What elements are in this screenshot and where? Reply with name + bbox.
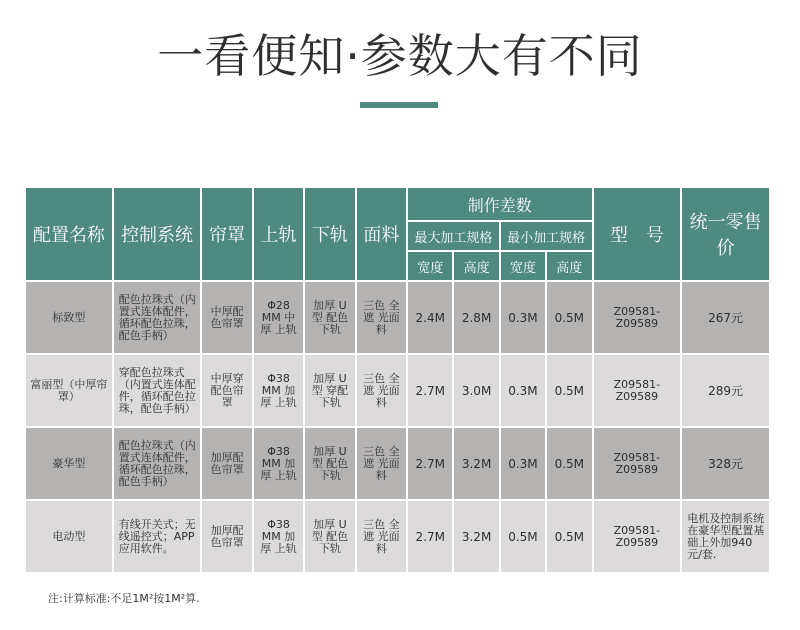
cell-name: 电动型 xyxy=(26,501,112,572)
cell-curtain: 中厚配色帘罩 xyxy=(202,282,251,353)
cell-upper-rail: Φ28 MM 中厚 上轨 xyxy=(254,282,303,353)
header-min-width: 宽度 xyxy=(501,252,545,280)
header-max-height: 高度 xyxy=(454,252,498,280)
header-name: 配置名称 xyxy=(26,188,112,280)
cell-max-width: 2.7M xyxy=(408,428,452,499)
cell-price: 267元 xyxy=(682,282,769,353)
cell-price: 电机及控制系统在豪华型配置基础上外加940元/套. xyxy=(682,501,769,572)
header-price: 统一零售价 xyxy=(682,188,769,280)
cell-lower-rail: 加厚 U型 配色 下轨 xyxy=(305,428,354,499)
cell-name: 豪华型 xyxy=(26,428,112,499)
cell-min-width: 0.3M xyxy=(501,355,545,426)
cell-upper-rail: Φ38 MM 加厚 上轨 xyxy=(254,501,303,572)
cell-max-height: 2.8M xyxy=(454,282,498,353)
cell-max-height: 3.0M xyxy=(454,355,498,426)
cell-upper-rail: Φ38 MM 加厚 上轨 xyxy=(254,428,303,499)
cell-lower-rail: 加厚 U型 配色 下轨 xyxy=(305,501,354,572)
cell-min-height: 0.5M xyxy=(547,428,591,499)
table-row xyxy=(26,428,769,499)
header-fabric: 面料 xyxy=(357,188,406,280)
table-row xyxy=(26,501,769,572)
cell-fabric: 三色 全遮 光面 料 xyxy=(357,355,406,426)
table-row xyxy=(26,355,769,426)
header-max-spec: 最大加工规格 xyxy=(408,222,499,250)
cell-fabric: 三色 全遮 光面 料 xyxy=(357,501,406,572)
cell-curtain: 加厚配色帘罩 xyxy=(202,501,251,572)
cell-control: 有线开关式；无线遥控式；APP应用软件。 xyxy=(114,501,201,572)
cell-fabric: 三色 全遮 光面 料 xyxy=(357,428,406,499)
cell-lower-rail: 加厚 U型 配色 下轨 xyxy=(305,282,354,353)
title-underline xyxy=(360,102,438,108)
header-model: 型 号 xyxy=(594,188,681,280)
cell-control: 配色拉珠式（内置式连体配件，循环配色拉珠，配色手柄） xyxy=(114,282,201,353)
table-row xyxy=(26,282,769,353)
header-curtain: 帘罩 xyxy=(202,188,251,280)
cell-control: 配色拉珠式（内置式连体配件，循环配色拉珠，配色手柄） xyxy=(114,428,201,499)
cell-price: 289元 xyxy=(682,355,769,426)
cell-price: 328元 xyxy=(682,428,769,499)
cell-curtain: 加厚配色帘罩 xyxy=(202,428,251,499)
parameter-table xyxy=(24,186,771,574)
cell-max-height: 3.2M xyxy=(454,428,498,499)
cell-min-height: 0.5M xyxy=(547,355,591,426)
header-control: 控制系统 xyxy=(114,188,201,280)
cell-model: Z09581-Z09589 xyxy=(594,428,681,499)
cell-max-height: 3.2M xyxy=(454,501,498,572)
header-tolerance: 制作差数 xyxy=(408,188,591,220)
cell-name: 标致型 xyxy=(26,282,112,353)
footnote: 注:计算标准:不足1M²按1M²算. xyxy=(48,592,200,605)
cell-lower-rail: 加厚 U型 穿配 下轨 xyxy=(305,355,354,426)
cell-fabric: 三色 全遮 光面 料 xyxy=(357,282,406,353)
cell-min-height: 0.5M xyxy=(547,282,591,353)
cell-max-width: 2.7M xyxy=(408,501,452,572)
header-min-spec: 最小加工规格 xyxy=(501,222,592,250)
cell-min-width: 0.5M xyxy=(501,501,545,572)
cell-curtain: 中厚穿配色帘罩 xyxy=(202,355,251,426)
cell-model: Z09581-Z09589 xyxy=(594,282,681,353)
header-upper-rail: 上轨 xyxy=(254,188,303,280)
cell-model: Z09581-Z09589 xyxy=(594,501,681,572)
cell-control: 穿配色拉珠式（内置式连体配件，循环配色拉珠，配色手柄） xyxy=(114,355,201,426)
cell-max-width: 2.4M xyxy=(408,282,452,353)
cell-model: Z09581-Z09589 xyxy=(594,355,681,426)
cell-name: 富丽型（中厚帘罩） xyxy=(26,355,112,426)
header-min-height: 高度 xyxy=(547,252,591,280)
cell-min-width: 0.3M xyxy=(501,282,545,353)
cell-max-width: 2.7M xyxy=(408,355,452,426)
cell-min-width: 0.3M xyxy=(501,428,545,499)
cell-min-height: 0.5M xyxy=(547,501,591,572)
cell-upper-rail: Φ38 MM 加厚 上轨 xyxy=(254,355,303,426)
header-max-width: 宽度 xyxy=(408,252,452,280)
header-lower-rail: 下轨 xyxy=(305,188,354,280)
page-title: 一看便知·参数大有不同 xyxy=(157,29,643,83)
